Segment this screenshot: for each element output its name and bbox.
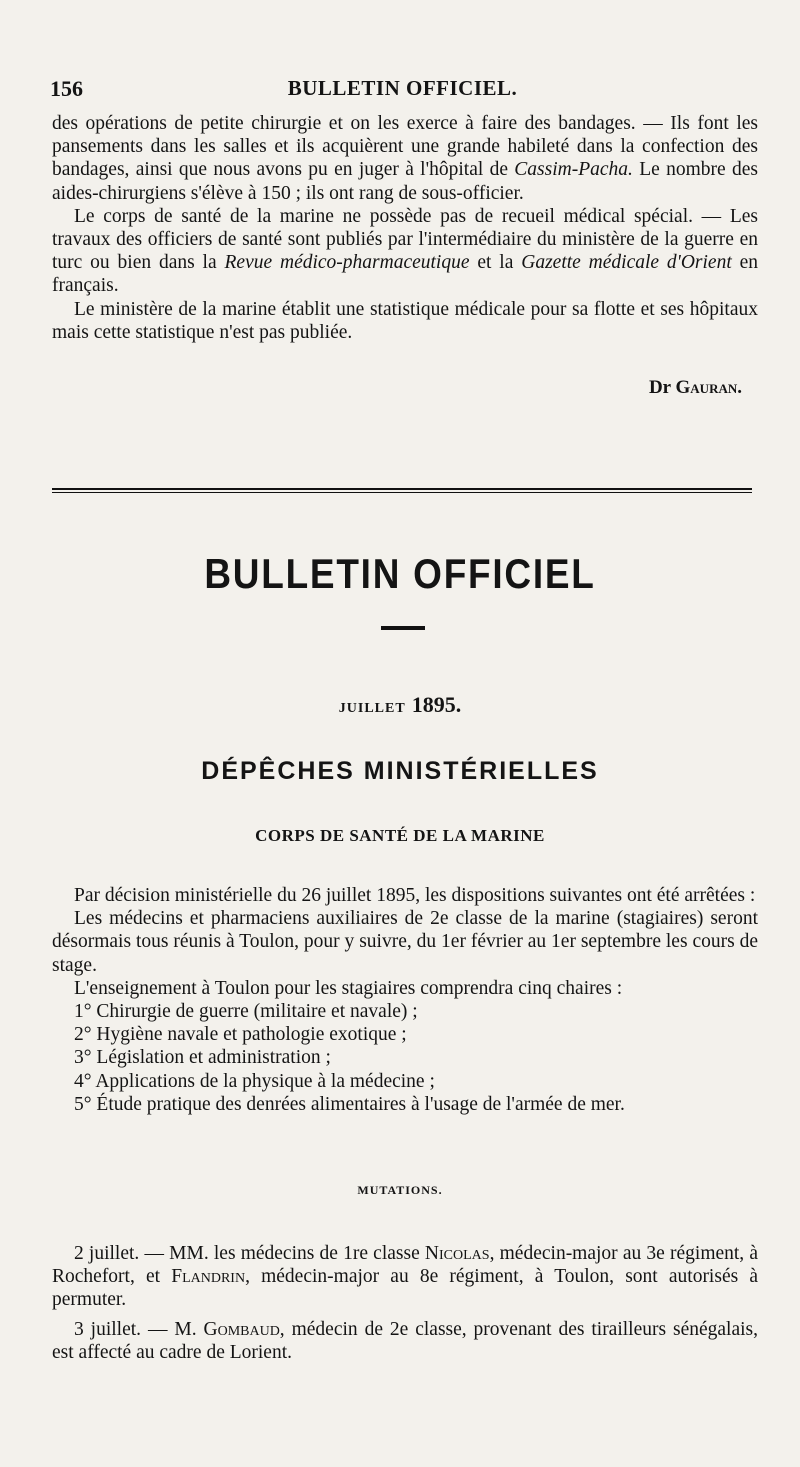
article-conclusion [52, 112, 758, 344]
paragraph: Le ministère de la marine établit une statistique médicale pour sa flotte et ses hôpitaux mais cette statistique n'est pas publiée. [52, 298, 758, 343]
paragraph: 2 juillet. — MM. les médecins de 1re classe Nicolas, médecin-major au 3e régiment, à Rochefort, et Flandrin, médecin-major au 8e régiment, à Toulon, sont autorisés à permuter. [52, 1243, 759, 1311]
list-item: 5° Étude pratique des denrées alimentaires à l'usage de l'armée de mer. [74, 1093, 625, 1115]
list-item: 2° Hygiène navale et pathologie exotique ; [74, 1024, 407, 1046]
list-item: 1° Chirurgie de guerre (militaire et navale) ; [74, 1001, 418, 1023]
section-heading: DÉPÊCHES MINISTÉRIELLES [201, 757, 599, 785]
paragraph: Les médecins et pharmaciens auxiliaires de 2e classe de la marine (stagiaires) seront désormais tous réunis à Toulon, pour y suivre, du 1er février au 1er septembre les cours de stage. [52, 908, 758, 976]
issue-date: JUILLET 1895. [338, 692, 462, 717]
page-number: 156 [50, 76, 83, 101]
list-item: 4° Applications de la physique à la médecine ; [74, 1070, 435, 1092]
author-signature: Dr Gauran. [648, 377, 742, 398]
paragraph: des opérations de petite chirurgie et on les exerce à faire des bandages. — Ils font les pansements dans les salles et ils acquièrent une grande habileté dans la confection des bandages, ainsi que nous avons pu en juger à l'hôpital de Cassim-Pacha. Le nombre des aides-chirurgiens s'élève à 150 ; ils ont rang de sous-officier. [52, 113, 758, 204]
paragraph: Le corps de santé de la marine ne possède pas de recueil médical spécial. — Les travaux des officiers de santé sont publiés par l'intermédiaire du ministère de la guerre en turc ou bien dans la Revue médico-pharmaceutique et la Gazette médicale d'Orient en français. [52, 205, 759, 297]
section-divider [52, 488, 752, 490]
section-divider-thin [52, 492, 752, 493]
mutations-heading: MUTATIONS. [357, 1183, 443, 1197]
paragraph: Par décision ministérielle du 26 juillet 1895, les dispositions suivantes ont été arrêtées : [74, 885, 756, 906]
paragraph: 3 juillet. — M. Gombaud, médecin de 2e classe, provenant des tirailleurs sénégalais, est affecté au cadre de Lorient. [52, 1318, 759, 1363]
list-item: 3° Législation et administration ; [74, 1047, 331, 1069]
title-rule [381, 626, 425, 630]
bulletin-title: BULLETIN OFFICIEL [204, 550, 596, 597]
paragraph: L'enseignement à Toulon pour les stagiaires comprendra cinq chaires : [74, 977, 623, 999]
running-title: BULLETIN OFFICIEL. [287, 76, 518, 100]
decision-text [52, 884, 758, 1116]
mutations-text [52, 1242, 758, 1364]
running-header [50, 76, 755, 104]
subsection-heading: CORPS DE SANTÉ DE LA MARINE [255, 826, 545, 845]
